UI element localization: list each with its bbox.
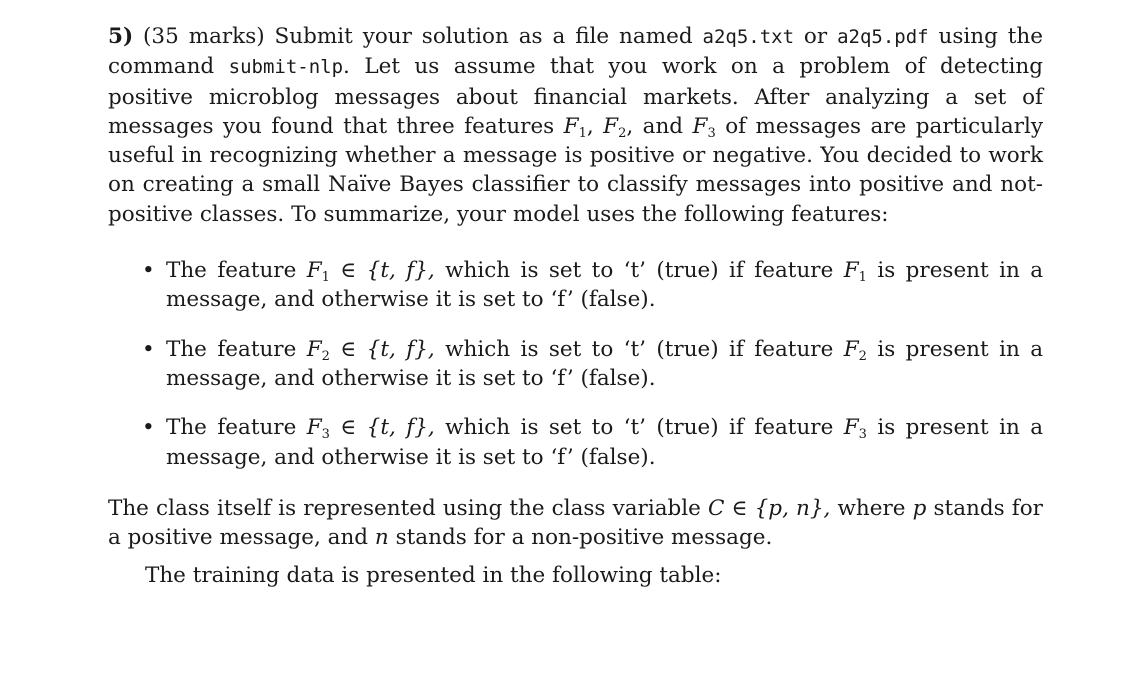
feature-set: ∈ {t, f}, [340, 415, 435, 441]
class-text: stands for a positive message, and [108, 495, 1043, 551]
question-document [108, 22, 1043, 591]
feature-set: ∈ {t, f}, [340, 258, 435, 284]
comma: , [586, 113, 594, 139]
submit-command: submit-nlp [228, 56, 344, 79]
class-var-n: n [374, 525, 389, 551]
class-text: The class itself is represented using the class variable [108, 495, 701, 521]
training-data-paragraph: The training data is presented in the following table: [145, 563, 722, 589]
filename-txt: a2q5.txt [702, 26, 795, 48]
class-var-p: p [912, 495, 927, 521]
intro-text-4: of messages are particularly useful in recognizing whether a message is positive or negative. You decided to work on creating a small Naïve Bayes classifier to classify messages into positive and not-positive classes. To summarize, your model uses the following features: [108, 113, 1044, 227]
class-text: where [837, 495, 906, 521]
feature-text: The feature [166, 336, 297, 362]
bullet-icon: • [142, 415, 155, 441]
intro-text-1: Submit your solution as a file named [274, 24, 693, 49]
var-f3: $F_3$ [692, 113, 716, 141]
feature-item-2 [108, 335, 1043, 394]
feature-var: $F_3$ [843, 415, 867, 443]
feature-item-3 [108, 413, 1043, 472]
question-number: 5) [108, 24, 134, 49]
feature-item-1 [108, 256, 1043, 315]
feature-var: $F_1$ [843, 258, 867, 286]
feature-var: $F_1$ [306, 258, 330, 286]
feature-text: The feature [166, 258, 297, 284]
feature-text: which is set to ‘t’ (true) if feature [445, 336, 834, 362]
feature-text: is present in a message, and otherwise it is set to ‘f’ (false). [166, 336, 1044, 391]
feature-var: $F_2$ [843, 336, 867, 364]
question-marks: (35 marks) [143, 24, 265, 49]
var-f1: $F_1$ [563, 113, 587, 141]
feature-list [108, 256, 1043, 472]
class-var: C [708, 495, 725, 521]
var-f2: $F_2$ [603, 113, 627, 141]
feature-var: $F_3$ [306, 415, 330, 443]
question-intro [108, 22, 1043, 229]
feature-text: which is set to ‘t’ (true) if feature [445, 415, 834, 441]
class-variable-paragraph [108, 494, 1043, 553]
class-text: stands for a non-positive message. [395, 525, 773, 551]
bullet-icon: • [142, 336, 155, 362]
intro-text-2: using the command [108, 24, 1043, 80]
feature-text: is present in a message, and otherwise it is set to ‘f’ (false). [166, 415, 1044, 470]
feature-text: The feature [166, 415, 297, 441]
or-text: or [803, 24, 828, 49]
feature-set: ∈ {t, f}, [340, 336, 435, 362]
bullet-icon: • [142, 258, 155, 284]
feature-text: is present in a message, and otherwise it is set to ‘f’ (false). [166, 258, 1044, 313]
class-set: ∈ {p, n}, [731, 495, 831, 521]
intro-text-3: . Let us assume that you work on a problem of detecting positive microblog messages about financial markets. After analyzing a set of messages you found that three features [108, 54, 1043, 139]
feature-var: $F_2$ [306, 336, 330, 364]
and-text: , and [626, 113, 684, 139]
filename-pdf: a2q5.pdf [837, 26, 929, 48]
feature-text: which is set to ‘t’ (true) if feature [445, 258, 834, 284]
